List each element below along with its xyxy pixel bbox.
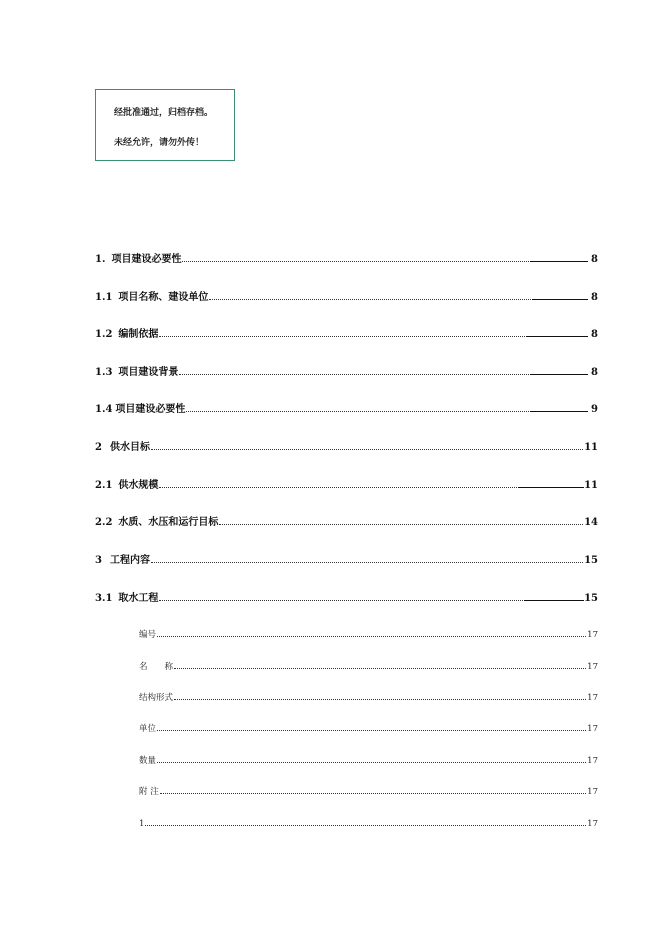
toc-page-number: 11 bbox=[584, 480, 598, 491]
toc-entry[interactable] bbox=[95, 439, 598, 453]
toc-leader bbox=[174, 698, 586, 700]
toc-leader bbox=[209, 298, 531, 300]
toc-number: 3.1 bbox=[95, 593, 113, 604]
toc-leader bbox=[159, 486, 517, 488]
toc-entry[interactable] bbox=[95, 326, 598, 340]
toc-number: 2.2 bbox=[95, 517, 113, 528]
toc-number: 1.3 bbox=[95, 367, 113, 378]
toc-subentry[interactable] bbox=[139, 691, 598, 703]
toc-entry[interactable] bbox=[95, 552, 598, 566]
notice-box bbox=[95, 89, 235, 161]
toc-number: 1. bbox=[95, 254, 106, 265]
toc-page-number: 8 bbox=[591, 254, 598, 265]
toc-subtitle: 单位 bbox=[139, 724, 157, 734]
toc-page-number: 17 bbox=[587, 630, 598, 640]
toc-subtitle: 名 称 bbox=[139, 662, 174, 672]
toc-leader bbox=[151, 561, 583, 563]
toc-entry[interactable] bbox=[95, 289, 598, 303]
toc-title: 项目建设背景 bbox=[118, 367, 179, 378]
toc-rule bbox=[524, 600, 584, 601]
toc-page-number: 9 bbox=[591, 404, 598, 415]
toc-rule bbox=[518, 487, 584, 488]
toc-rule bbox=[530, 261, 588, 262]
toc-entry[interactable] bbox=[95, 590, 598, 604]
toc-subentry[interactable] bbox=[139, 817, 598, 829]
toc-entry[interactable] bbox=[95, 251, 598, 265]
toc-rule bbox=[530, 374, 588, 375]
toc-subentry[interactable] bbox=[139, 722, 598, 734]
toc-leader bbox=[186, 410, 529, 412]
toc-subtitle: 1 bbox=[139, 819, 145, 829]
toc-subentry[interactable] bbox=[139, 754, 598, 766]
toc-entry[interactable] bbox=[95, 364, 598, 378]
toc-subentry[interactable] bbox=[139, 785, 598, 797]
toc-title: 工程内容 bbox=[109, 555, 150, 566]
toc-title: 水质、水压和运行目标 bbox=[118, 517, 219, 528]
toc-subtitle: 结构形式 bbox=[139, 693, 174, 703]
notice-line-confidential: 未经允许，请勿外传！ bbox=[114, 138, 205, 148]
toc-title: 供水规模 bbox=[118, 480, 159, 491]
toc-page-number: 17 bbox=[587, 787, 598, 797]
toc-number: 1.4 bbox=[95, 404, 113, 415]
toc-rule bbox=[532, 299, 588, 300]
toc-page-number: 8 bbox=[591, 329, 598, 340]
toc-leader bbox=[157, 761, 586, 763]
toc-number: 1.2 bbox=[95, 329, 113, 340]
toc-page-number: 11 bbox=[584, 442, 598, 453]
toc-subtitle: 数量 bbox=[139, 756, 157, 766]
toc-number: 2.1 bbox=[95, 480, 113, 491]
toc-subtitle: 附 注 bbox=[139, 787, 159, 797]
toc-page-number: 17 bbox=[587, 662, 598, 672]
toc-rule bbox=[530, 411, 588, 412]
toc-page-number: 17 bbox=[587, 693, 598, 703]
toc-number: 2 bbox=[95, 442, 102, 453]
notice-line-approved: 经批准通过，归档存档。 bbox=[114, 108, 214, 118]
toc-leader bbox=[157, 729, 586, 731]
toc-title: 供水目标 bbox=[109, 442, 150, 453]
toc-leader bbox=[182, 260, 529, 262]
toc-entry[interactable] bbox=[95, 401, 598, 415]
toc-entry[interactable] bbox=[95, 477, 598, 491]
toc-leader bbox=[151, 448, 583, 450]
toc-title: 取水工程 bbox=[118, 593, 159, 604]
toc-page-number: 17 bbox=[587, 724, 598, 734]
toc-leader bbox=[179, 373, 529, 375]
toc-title: 项目名称、建设单位 bbox=[118, 292, 209, 303]
toc-subtitle: 编号 bbox=[139, 630, 157, 640]
toc-page-number: 8 bbox=[591, 292, 598, 303]
toc-title: 项目建设必要性 bbox=[115, 404, 186, 415]
toc-leader bbox=[145, 824, 586, 826]
toc-page-number: 15 bbox=[584, 555, 598, 566]
toc-subentry[interactable] bbox=[139, 660, 598, 672]
toc-rule bbox=[526, 336, 588, 337]
toc-page-number: 14 bbox=[584, 517, 598, 528]
toc-page-number: 17 bbox=[587, 756, 598, 766]
toc-number: 1.1 bbox=[95, 292, 113, 303]
toc-page-number: 17 bbox=[587, 819, 598, 829]
toc-page-number: 15 bbox=[584, 593, 598, 604]
toc-leader bbox=[157, 635, 586, 637]
toc-leader bbox=[160, 792, 586, 794]
toc-title: 项目建设必要性 bbox=[111, 254, 182, 265]
toc-leader bbox=[174, 667, 586, 669]
toc-entry[interactable] bbox=[95, 514, 598, 528]
toc-leader bbox=[159, 335, 525, 337]
toc-page-number: 8 bbox=[591, 367, 598, 378]
toc-leader bbox=[159, 599, 523, 601]
toc-title: 编制依据 bbox=[118, 329, 159, 340]
toc-number: 3 bbox=[95, 555, 102, 566]
toc-subentry[interactable] bbox=[139, 628, 598, 640]
toc-leader bbox=[219, 523, 583, 525]
